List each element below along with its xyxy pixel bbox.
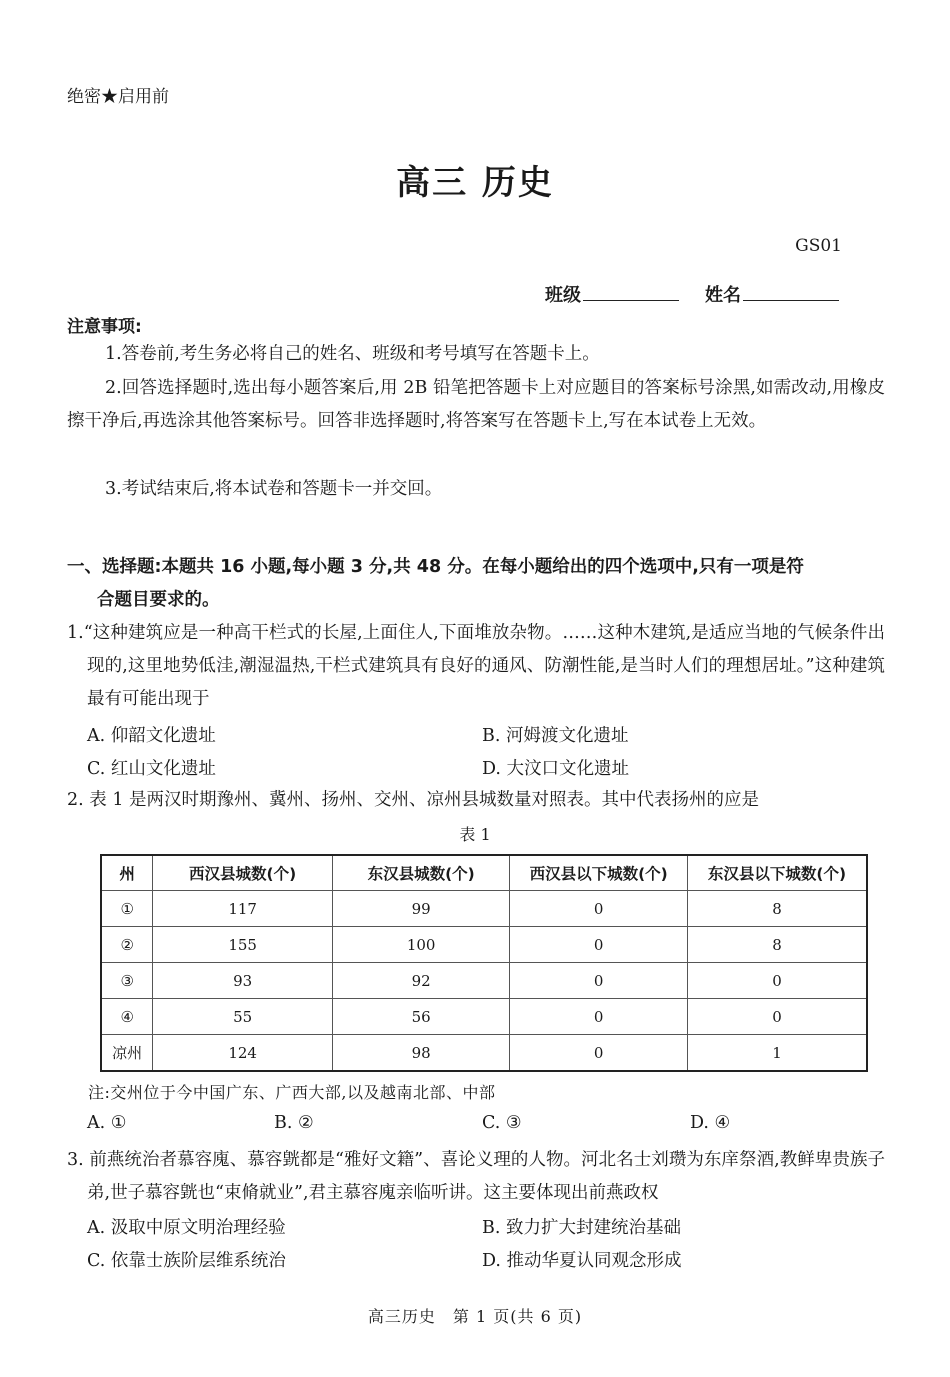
question-2-option-a: A. ① bbox=[87, 1113, 127, 1133]
question-3-option-c: C. 依靠士族阶层维系统治 bbox=[87, 1251, 286, 1271]
question-1-option-c: C. 红山文化遗址 bbox=[87, 759, 216, 779]
question-1-option-a: A. 仰韶文化遗址 bbox=[87, 726, 216, 746]
page-footer: 高三历史 第 1 页(共 6 页) bbox=[367, 1307, 583, 1326]
table-cell: 55 bbox=[153, 999, 333, 1035]
table-cell: 0 bbox=[510, 999, 688, 1035]
table-row bbox=[101, 999, 867, 1035]
class-field bbox=[545, 281, 679, 307]
table-row bbox=[101, 927, 867, 963]
question-2-option-c: C. ③ bbox=[482, 1113, 522, 1133]
table-cell: 93 bbox=[153, 963, 333, 999]
question-3-option-d: D. 推动华夏认同观念形成 bbox=[482, 1251, 682, 1271]
table-cell: 8 bbox=[687, 891, 867, 927]
notice-heading: 注意事项: bbox=[67, 317, 142, 337]
table-row bbox=[101, 891, 867, 927]
table-caption: 表 1 bbox=[459, 825, 491, 844]
question-1 bbox=[67, 617, 885, 716]
question-2-option-d: D. ④ bbox=[690, 1113, 731, 1133]
table-row bbox=[101, 963, 867, 999]
page-title: 高三 历史 bbox=[396, 163, 554, 203]
table-cell: 0 bbox=[687, 963, 867, 999]
table-cell: 56 bbox=[332, 999, 510, 1035]
table-cell: ④ bbox=[101, 999, 153, 1035]
class-label: 班级 bbox=[545, 285, 581, 306]
table-cell: 99 bbox=[332, 891, 510, 927]
question-2-option-b: B. ② bbox=[274, 1113, 314, 1133]
section-heading-line1: 一、选择题:本题共 16 小题,每小题 3 分,共 48 分。在每小题给出的四个选项中,只有一项是符 bbox=[67, 557, 804, 577]
table-cell: 0 bbox=[510, 891, 688, 927]
table-header: 州 bbox=[101, 855, 153, 891]
question-3-option-b: B. 致力扩大封建统治基础 bbox=[482, 1218, 681, 1238]
question-1-option-d: D. 大汶口文化遗址 bbox=[482, 759, 630, 779]
table-cell: ② bbox=[101, 927, 153, 963]
table-cell: 0 bbox=[687, 999, 867, 1035]
paper-code: GS01 bbox=[795, 236, 842, 256]
table-header: 西汉县城数(个) bbox=[153, 855, 333, 891]
table-cell: 124 bbox=[153, 1035, 333, 1072]
table-cell: 0 bbox=[510, 963, 688, 999]
table-cell: 155 bbox=[153, 927, 333, 963]
notice-item-2: 2.回答选择题时,选出每小题答案后,用 2B 铅笔把答题卡上对应题目的答案标号涂黑,如需改动,用橡皮擦干净后,再选涂其他答案标号。回答非选择题时,将答案写在答题卡上,写在本试卷上无效。 bbox=[67, 378, 885, 431]
table-cell: 1 bbox=[687, 1035, 867, 1072]
table-cell: 92 bbox=[332, 963, 510, 999]
table-cell: 0 bbox=[510, 927, 688, 963]
question-2 bbox=[67, 784, 885, 817]
section-heading-line2: 合题目要求的。 bbox=[97, 590, 220, 610]
name-blank bbox=[743, 282, 839, 301]
notice-item-3: 3.考试结束后,将本试卷和答题卡一并交回。 bbox=[105, 479, 443, 499]
confidential-label: 绝密★启用前 bbox=[67, 87, 169, 107]
class-blank bbox=[583, 282, 679, 301]
table-row bbox=[101, 1035, 867, 1072]
section-heading bbox=[67, 551, 885, 617]
notice-item-1: 1.答卷前,考生务必将自己的姓名、班级和考号填写在答题卡上。 bbox=[105, 344, 600, 364]
table-header-row bbox=[101, 855, 867, 891]
name-field bbox=[705, 281, 839, 307]
question-3-option-a: A. 汲取中原文明治理经验 bbox=[87, 1218, 286, 1238]
name-label: 姓名 bbox=[705, 285, 741, 306]
question-3-stem: 3. 前燕统治者慕容廆、慕容皝都是“雅好文籍”、喜论义理的人物。河北名士刘瓒为东庠祭酒,教鲜卑贵族子弟,世子慕容皝也“束脩就业”,君主慕容廆亲临听讲。这主要体现出前燕政权 bbox=[67, 1150, 885, 1203]
county-table bbox=[100, 854, 868, 1072]
table-cell: ③ bbox=[101, 963, 153, 999]
table-cell: 8 bbox=[687, 927, 867, 963]
question-1-stem: 1.“这种建筑应是一种高干栏式的长屋,上面住人,下面堆放杂物。……这种木建筑,是适应当地的气候条件出现的,这里地势低洼,潮湿温热,干栏式建筑具有良好的通风、防潮性能,是当时人们的理想居址。”这种建筑最有可能出现于 bbox=[67, 623, 885, 709]
table-cell: ① bbox=[101, 891, 153, 927]
question-1-option-b: B. 河姆渡文化遗址 bbox=[482, 726, 629, 746]
table-header: 东汉县以下城数(个) bbox=[687, 855, 867, 891]
table-cell: 98 bbox=[332, 1035, 510, 1072]
table-cell: 117 bbox=[153, 891, 333, 927]
table-note: 注:交州位于今中国广东、广西大部,以及越南北部、中部 bbox=[88, 1083, 496, 1102]
table-cell: 凉州 bbox=[101, 1035, 153, 1072]
table-header: 西汉县以下城数(个) bbox=[510, 855, 688, 891]
table-cell: 0 bbox=[510, 1035, 688, 1072]
question-2-stem: 2. 表 1 是两汉时期豫州、冀州、扬州、交州、凉州县城数量对照表。其中代表扬州的应是 bbox=[67, 790, 760, 810]
table-cell: 100 bbox=[332, 927, 510, 963]
question-3 bbox=[67, 1144, 885, 1210]
table-header: 东汉县城数(个) bbox=[332, 855, 510, 891]
